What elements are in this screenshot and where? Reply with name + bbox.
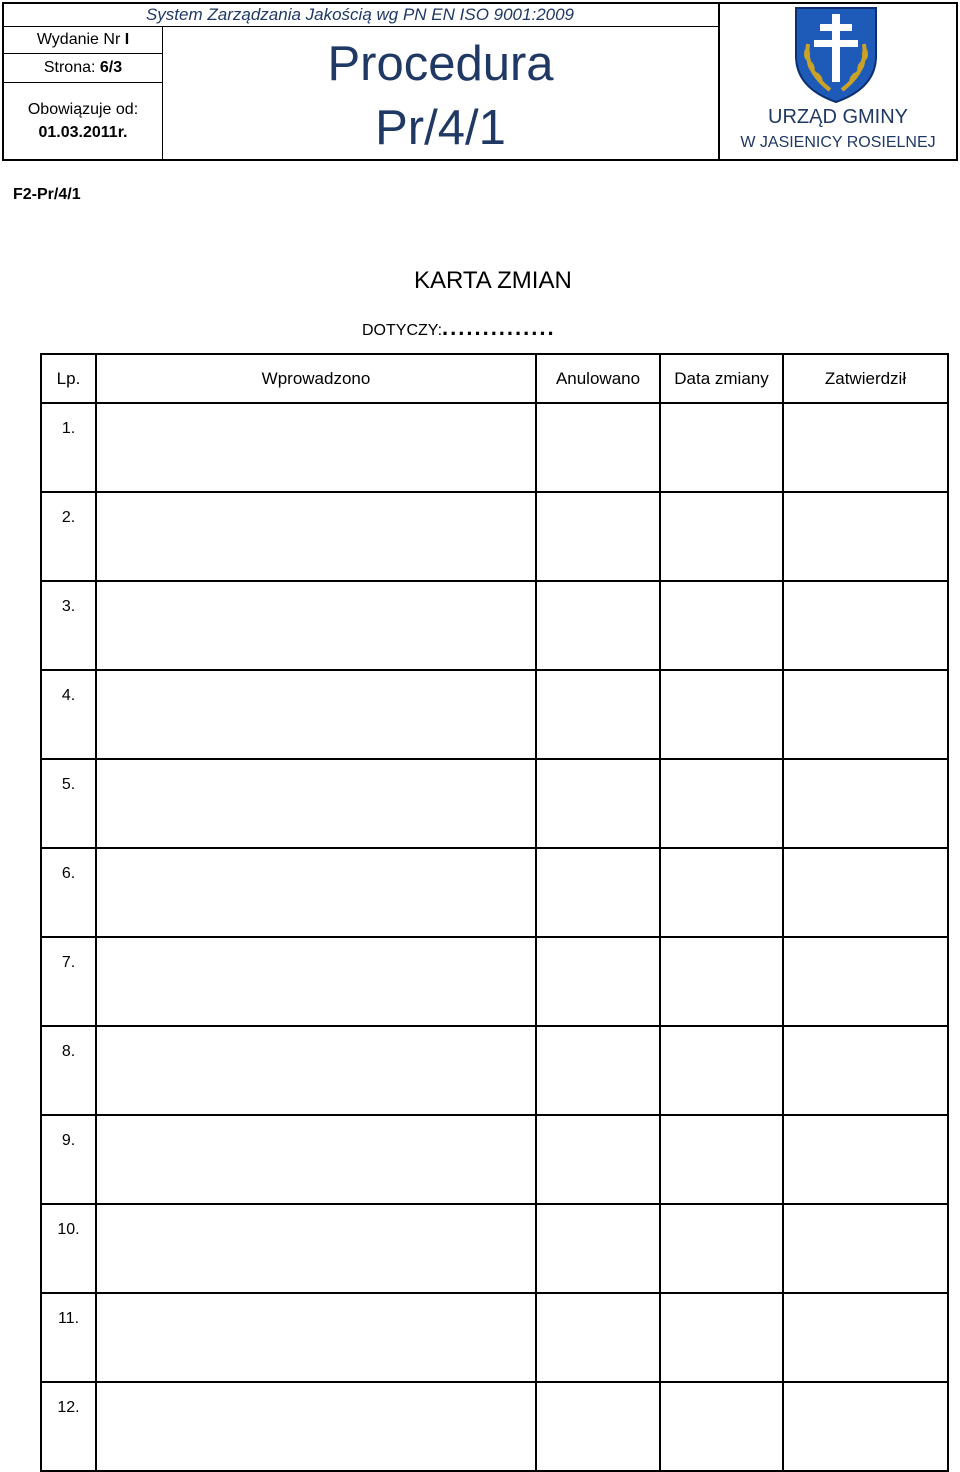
header-border-bottom xyxy=(2,159,958,161)
cell-change-date[interactable] xyxy=(660,403,783,492)
cell-cancelled[interactable] xyxy=(536,1382,660,1471)
cell-introduced[interactable] xyxy=(96,670,536,759)
cell-cancelled[interactable] xyxy=(536,403,660,492)
procedure-code: Pr/4/1 xyxy=(375,101,506,155)
row-number: 5. xyxy=(41,759,96,848)
table-row xyxy=(41,403,948,492)
office-name: URZĄD GMINY xyxy=(768,106,908,128)
cell-change-date[interactable] xyxy=(660,670,783,759)
document-header xyxy=(2,2,958,161)
regarding-line xyxy=(362,315,556,341)
cell-cancelled[interactable] xyxy=(536,1026,660,1115)
page-number: Strona: 6/3 xyxy=(43,59,123,76)
cell-approved[interactable] xyxy=(783,1293,948,1382)
row-number: 9. xyxy=(41,1115,96,1204)
cell-change-date[interactable] xyxy=(660,1382,783,1471)
table-row xyxy=(41,1115,948,1204)
row-number: 10. xyxy=(41,1204,96,1293)
valid-from-label: Obowiązuje od: xyxy=(27,101,139,118)
regarding-dots: .............. xyxy=(442,315,556,340)
row-number: 6. xyxy=(41,848,96,937)
cell-change-date[interactable] xyxy=(660,1293,783,1382)
cell-change-date[interactable] xyxy=(660,1115,783,1204)
cell-approved[interactable] xyxy=(783,670,948,759)
office-location: W JASIENICY ROSIELNEJ xyxy=(740,134,936,151)
column-header-approved: Zatwierdził xyxy=(783,354,948,403)
cell-approved[interactable] xyxy=(783,848,948,937)
regarding-label: DOTYCZY: xyxy=(362,322,443,339)
cell-introduced[interactable] xyxy=(96,581,536,670)
row-number: 3. xyxy=(41,581,96,670)
table-row xyxy=(41,937,948,1026)
cell-cancelled[interactable] xyxy=(536,492,660,581)
table-row xyxy=(41,492,948,581)
cell-change-date[interactable] xyxy=(660,937,783,1026)
row-number: 12. xyxy=(41,1382,96,1471)
cell-cancelled[interactable] xyxy=(536,848,660,937)
table-row xyxy=(41,1026,948,1115)
cell-change-date[interactable] xyxy=(660,581,783,670)
cell-approved[interactable] xyxy=(783,759,948,848)
header-divider-system xyxy=(2,26,718,27)
procedure-word: Procedura xyxy=(327,37,554,91)
cell-approved[interactable] xyxy=(783,403,948,492)
row-number: 1. xyxy=(41,403,96,492)
cell-introduced[interactable] xyxy=(96,1382,536,1471)
valid-from-date: 01.03.2011r. xyxy=(38,124,128,141)
table-row xyxy=(41,1382,948,1471)
form-title: KARTA ZMIAN xyxy=(414,267,572,294)
cell-cancelled[interactable] xyxy=(536,937,660,1026)
cell-cancelled[interactable] xyxy=(536,1293,660,1382)
cell-introduced[interactable] xyxy=(96,759,536,848)
header-border-right xyxy=(956,2,958,161)
cell-introduced[interactable] xyxy=(96,1115,536,1204)
cell-introduced[interactable] xyxy=(96,492,536,581)
cell-change-date[interactable] xyxy=(660,1026,783,1115)
table-row xyxy=(41,1293,948,1382)
header-divider-edition xyxy=(2,53,163,54)
row-number: 11. xyxy=(41,1293,96,1382)
table-row xyxy=(41,581,948,670)
column-header-change-date: Data zmiany xyxy=(660,354,783,403)
cell-approved[interactable] xyxy=(783,581,948,670)
cell-introduced[interactable] xyxy=(96,1293,536,1382)
cell-change-date[interactable] xyxy=(660,492,783,581)
column-header-lp: Lp. xyxy=(41,354,96,403)
cell-change-date[interactable] xyxy=(660,759,783,848)
table-row xyxy=(41,670,948,759)
row-number: 2. xyxy=(41,492,96,581)
column-header-introduced: Wprowadzono xyxy=(96,354,536,403)
cell-cancelled[interactable] xyxy=(536,1115,660,1204)
cell-approved[interactable] xyxy=(783,492,948,581)
cell-approved[interactable] xyxy=(783,1115,948,1204)
cell-cancelled[interactable] xyxy=(536,670,660,759)
cell-approved[interactable] xyxy=(783,1026,948,1115)
cell-introduced[interactable] xyxy=(96,848,536,937)
quality-system-title: System Zarządzania Jakością wg PN EN ISO 9001:2009 xyxy=(145,5,575,24)
cell-approved[interactable] xyxy=(783,1382,948,1471)
row-number: 8. xyxy=(41,1026,96,1115)
cell-cancelled[interactable] xyxy=(536,759,660,848)
cell-cancelled[interactable] xyxy=(536,581,660,670)
cell-change-date[interactable] xyxy=(660,848,783,937)
cell-introduced[interactable] xyxy=(96,403,536,492)
cell-introduced[interactable] xyxy=(96,1026,536,1115)
row-number: 4. xyxy=(41,670,96,759)
cell-introduced[interactable] xyxy=(96,937,536,1026)
cell-approved[interactable] xyxy=(783,937,948,1026)
table-header-row xyxy=(41,354,948,403)
coat-of-arms-icon xyxy=(790,4,882,104)
edition-number: Wydanie Nr I xyxy=(36,31,130,48)
table-row xyxy=(41,848,948,937)
form-code: F2-Pr/4/1 xyxy=(13,186,81,203)
row-number: 7. xyxy=(41,937,96,1026)
changes-table xyxy=(40,353,949,1472)
header-divider-page xyxy=(2,82,163,83)
table-row xyxy=(41,759,948,848)
column-header-cancelled: Anulowano xyxy=(536,354,660,403)
